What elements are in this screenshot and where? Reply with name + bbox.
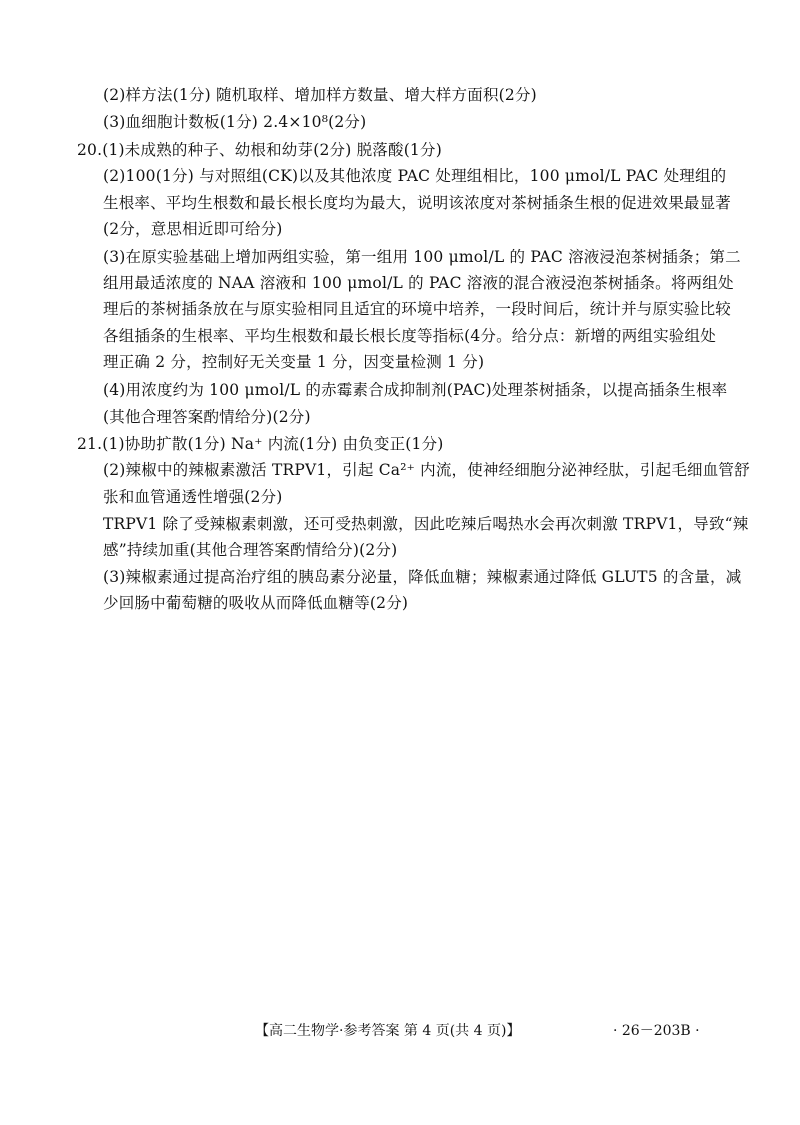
answer-line-20-2b: 生根率、平均生根数和最长根长度均为最大，说明该浓度对茶树插条生根的促进效果最显著 [103, 194, 732, 212]
answer-line-20-2a: (2)100(1分) 与对照组(CK)以及其他浓度 PAC 处理组相比，100 μmol/L PAC 处理组的 [103, 167, 727, 185]
footer-title: 【高二生物学·参考答案 第 4 页(共 4 页)】 [255, 1023, 521, 1039]
answer-line-20-3b: 组用最适浓度的 NAA 溶液和 100 μmol/L 的 PAC 溶液的混合液浸泡茶树插条。将两组处 [103, 274, 734, 292]
answer-line-20-3c: 理后的茶树插条放在与原实验相同且适宜的环境中培养，一段时间后，统计并与原实验比较 [103, 300, 732, 318]
answer-line-21-1: 21.(1)协助扩散(1分) Na⁺ 内流(1分) 由负变正(1分) [77, 435, 444, 453]
answer-line-20-4a: (4)用浓度约为 100 μmol/L 的赤霉素合成抑制剂(PAC)处理茶树插条，以提高插条生根率 [103, 381, 728, 399]
answer-line-20-3d: 各组插条的生根率、平均生根数和最长根长度等指标(4分。给分点：新增的两组实验组处 [103, 327, 716, 345]
answer-line-21-2c: TRPV1 除了受辣椒素刺激，还可受热刺激，因此吃辣后喝热水会再次刺激 TRPV1，导致“辣 [103, 515, 749, 533]
answer-line-21-2d: 感”持续加重(其他合理答案酌情给分)(2分) [103, 541, 398, 559]
answer-line-21-2a: (2)辣椒中的辣椒素激活 TRPV1，引起 Ca²⁺ 内流，使神经细胞分泌神经肽，引起毛细血管舒 [103, 461, 750, 479]
footer-code: · 26－203B · [613, 1023, 700, 1039]
answer-line-20-3a: (3)在原实验基础上增加两组实验，第一组用 100 μmol/L 的 PAC 溶液浸泡茶树插条；第二 [103, 248, 741, 266]
answer-line-20-2c: (2分，意思相近即可给分) [103, 220, 283, 238]
answer-line-20-4b: (其他合理答案酌情给分)(2分) [103, 408, 311, 426]
answer-line-21-3b: 少回肠中葡萄糖的吸收从而降低血糖等(2分) [103, 594, 409, 612]
answer-line-21-3a: (3)辣椒素通过提高治疗组的胰岛素分泌量，降低血糖；辣椒素通过降低 GLUT5 的含量，减 [103, 568, 742, 586]
answer-line-19-3: (3)血细胞计数板(1分) 2.4×10⁸(2分) [103, 113, 367, 131]
answer-line-20-3e: 理正确 2 分，控制好无关变量 1 分，因变量检测 1 分) [103, 353, 485, 371]
answer-line-21-2b: 张和血管通透性增强(2分) [103, 488, 283, 506]
answer-line-20-1: 20.(1)未成熟的种子、幼根和幼芽(2分) 脱落酸(1分) [77, 141, 442, 159]
answer-line-19-2: (2)样方法(1分) 随机取样、增加样方数量、增大样方面积(2分) [103, 86, 537, 104]
